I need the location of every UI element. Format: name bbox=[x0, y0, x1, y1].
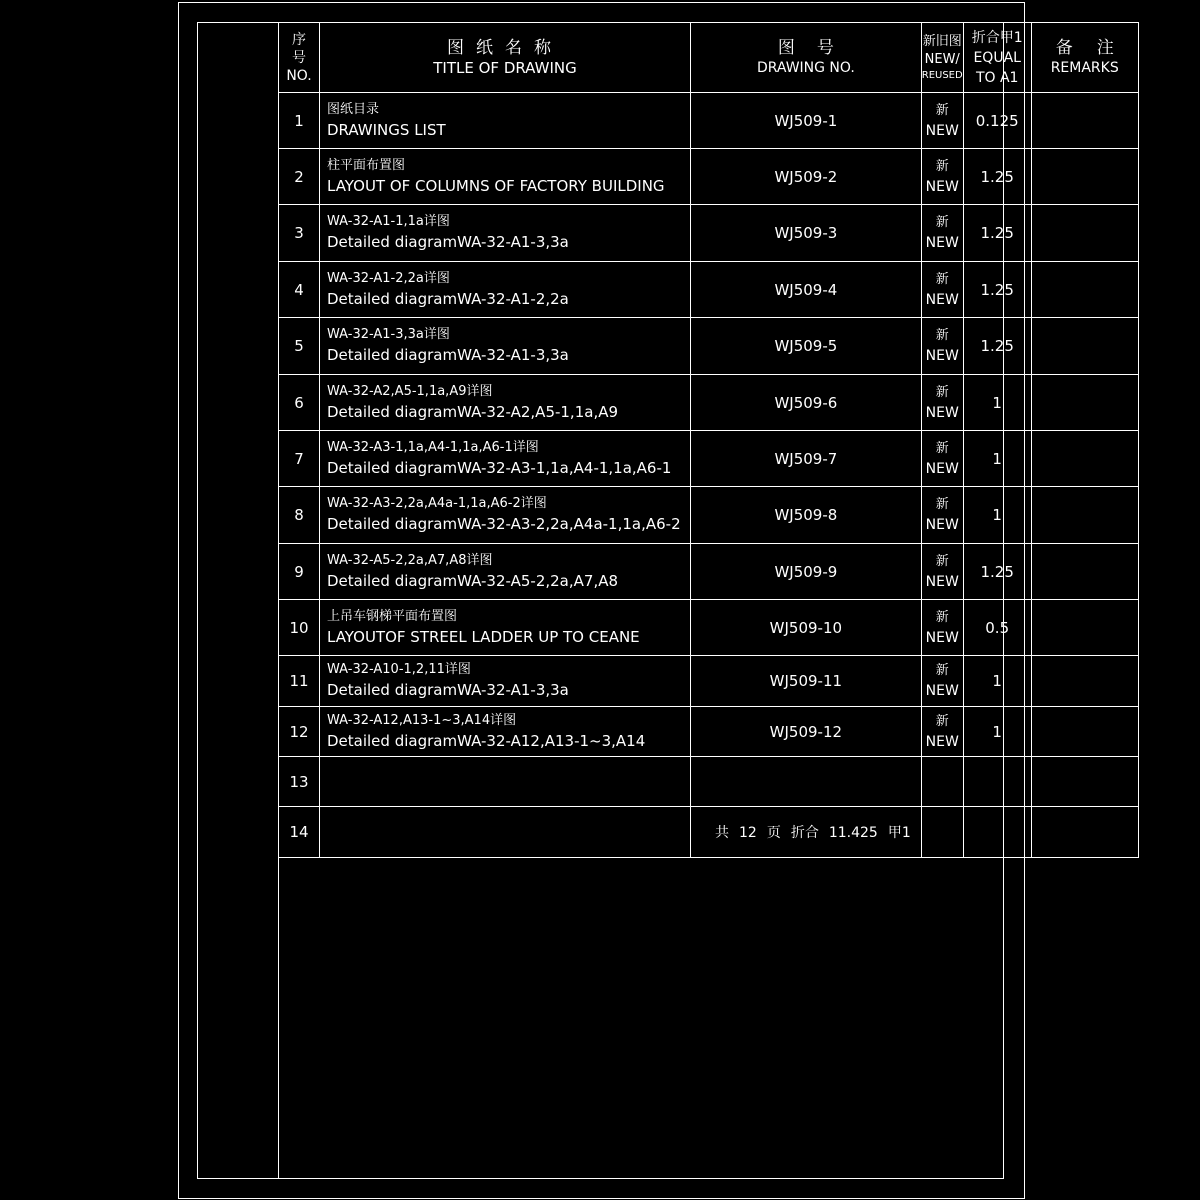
status-cell bbox=[921, 757, 963, 807]
drawing-title-cell bbox=[320, 600, 691, 656]
status-cn: 新 bbox=[935, 271, 949, 287]
summary-prefix: 共 bbox=[715, 825, 729, 841]
status-cell bbox=[921, 600, 963, 656]
header-title bbox=[320, 23, 691, 93]
equal-a1-value: 0.5 bbox=[963, 600, 1031, 656]
remarks-cell bbox=[1031, 431, 1138, 487]
equal-a1-value: 0.125 bbox=[963, 93, 1031, 149]
table-row bbox=[279, 375, 1139, 431]
drawing-title-en: Detailed diagramWA-32-A1-2,2a bbox=[327, 289, 569, 308]
row-number: 14 bbox=[279, 807, 320, 858]
drawing-title-en: Detailed diagramWA-32-A1-3,3a bbox=[327, 681, 569, 699]
status-en: NEW bbox=[925, 235, 959, 251]
drawing-title-cell bbox=[320, 807, 691, 858]
status-cell bbox=[921, 656, 963, 707]
drawing-title-cn: WA-32-A3-1,1a,A4-1,1a,A6-1详图 bbox=[327, 439, 539, 455]
status-en: NEW bbox=[925, 404, 959, 421]
drawing-number: WJ509-7 bbox=[691, 431, 922, 487]
remarks-cell bbox=[1031, 807, 1138, 858]
row-number: 10 bbox=[279, 600, 320, 656]
status-en: NEW bbox=[925, 178, 959, 195]
row-number: 13 bbox=[279, 757, 320, 807]
header-seq-cn-2: 号 bbox=[292, 49, 306, 66]
table-row bbox=[279, 487, 1139, 544]
table-row bbox=[279, 656, 1139, 707]
table-row bbox=[279, 544, 1139, 600]
status-cell bbox=[921, 93, 963, 149]
header-drawing-no bbox=[691, 23, 922, 93]
status-cn: 新 bbox=[935, 663, 949, 678]
drawing-title-cn: 柱平面布置图 bbox=[327, 157, 406, 173]
header-seq-en: NO. bbox=[286, 67, 312, 84]
row-number: 12 bbox=[279, 707, 320, 757]
header-new-en-2: REUSED bbox=[921, 69, 963, 81]
row-number: 6 bbox=[279, 375, 320, 431]
table-row bbox=[279, 431, 1139, 487]
status-cn: 新 bbox=[935, 713, 949, 729]
drawing-title-cell bbox=[320, 431, 691, 487]
drawing-title-en: LAYOUTOF STREEL LADDER UP TO CEANE bbox=[327, 627, 640, 646]
equal-a1-value: 1 bbox=[963, 487, 1031, 544]
remarks-cell bbox=[1031, 262, 1138, 318]
status-cell bbox=[921, 262, 963, 318]
table-row bbox=[279, 707, 1139, 757]
equal-a1-value: 1.25 bbox=[963, 149, 1031, 205]
header-row bbox=[279, 23, 1139, 93]
status-cell bbox=[921, 205, 963, 262]
row-number: 5 bbox=[279, 318, 320, 375]
header-new-en-1: NEW/ bbox=[924, 51, 960, 67]
summary-text bbox=[691, 807, 922, 858]
drawing-title-cn: 图纸目录 bbox=[327, 101, 380, 117]
table-row bbox=[279, 93, 1139, 149]
header-equal bbox=[963, 23, 1031, 93]
header-drawing-no-cn: 图号 bbox=[777, 37, 856, 58]
row-number: 2 bbox=[279, 149, 320, 205]
remarks-cell bbox=[1031, 600, 1138, 656]
header-equal-en-2: TO A1 bbox=[975, 69, 1019, 86]
remarks-cell bbox=[1031, 375, 1138, 431]
drawing-number: WJ509-3 bbox=[691, 205, 922, 262]
summary-row bbox=[279, 807, 1139, 858]
drawing-number: WJ509-12 bbox=[691, 707, 922, 757]
drawing-title-en: Detailed diagramWA-32-A2,A5-1,1a,A9 bbox=[327, 402, 619, 421]
remarks-cell bbox=[1031, 93, 1138, 149]
header-title-en: TITLE OF DRAWING bbox=[433, 58, 577, 77]
table-row bbox=[279, 318, 1139, 375]
drawing-title-cell bbox=[320, 487, 691, 544]
header-new-reused bbox=[921, 23, 963, 93]
drawing-number: WJ509-2 bbox=[691, 149, 922, 205]
drawing-number: WJ509-6 bbox=[691, 375, 922, 431]
drawing-title-cell bbox=[320, 544, 691, 600]
status-en: NEW bbox=[925, 683, 959, 699]
drawing-title-cell bbox=[320, 262, 691, 318]
row-number: 3 bbox=[279, 205, 320, 262]
drawing-title-cn: WA-32-A12,A13-1~3,A14详图 bbox=[327, 712, 517, 728]
drawing-title-en: Detailed diagramWA-32-A5-2,2a,A7,A8 bbox=[327, 571, 619, 590]
row-number: 9 bbox=[279, 544, 320, 600]
status-cn: 新 bbox=[935, 609, 949, 625]
equal-a1-value: 1.25 bbox=[963, 544, 1031, 600]
drawing-title-cell bbox=[320, 93, 691, 149]
status-en: NEW bbox=[925, 348, 959, 364]
row-number: 7 bbox=[279, 431, 320, 487]
drawing-title-en: Detailed diagramWA-32-A3-1,1a,A4-1,1a,A6-1 bbox=[327, 458, 672, 477]
equal-a1-value: 1 bbox=[963, 656, 1031, 707]
drawing-title-cn: WA-32-A10-1,2,11详图 bbox=[327, 662, 471, 677]
drawing-title-cell bbox=[320, 375, 691, 431]
status-cell bbox=[921, 707, 963, 757]
drawing-title-cn: WA-32-A1-1,1a详图 bbox=[327, 214, 450, 229]
header-new-cn: 新旧图 bbox=[922, 33, 962, 49]
remarks-cell bbox=[1031, 656, 1138, 707]
drawing-title-cn: WA-32-A3-2,2a,A4a-1,1a,A6-2详图 bbox=[327, 496, 547, 511]
drawing-title-cn: 上吊车钢梯平面布置图 bbox=[327, 608, 458, 624]
drawing-title-cell bbox=[320, 149, 691, 205]
status-cn: 新 bbox=[935, 384, 949, 400]
equal-a1-value bbox=[963, 807, 1031, 858]
drawing-title-cn: WA-32-A2,A5-1,1a,A9详图 bbox=[327, 383, 493, 399]
row-number: 4 bbox=[279, 262, 320, 318]
status-en: NEW bbox=[925, 460, 959, 477]
table-row bbox=[279, 149, 1139, 205]
equal-a1-value: 1 bbox=[963, 375, 1031, 431]
status-cn: 新 bbox=[935, 553, 949, 569]
header-remarks-cn: 备注 bbox=[1055, 37, 1138, 58]
status-cn: 新 bbox=[935, 215, 949, 230]
drawing-number: WJ509-9 bbox=[691, 544, 922, 600]
drawing-number: WJ509-10 bbox=[691, 600, 922, 656]
status-cn: 新 bbox=[935, 158, 949, 174]
equal-a1-value: 1 bbox=[963, 707, 1031, 757]
status-cell bbox=[921, 431, 963, 487]
status-en: NEW bbox=[925, 733, 959, 750]
table-row bbox=[279, 600, 1139, 656]
equal-a1-value: 1.25 bbox=[963, 318, 1031, 375]
header-equal-cn: 折合甲1 bbox=[971, 29, 1023, 46]
remarks-cell bbox=[1031, 707, 1138, 757]
equal-a1-value: 1 bbox=[963, 431, 1031, 487]
drawing-number: WJ509-1 bbox=[691, 93, 922, 149]
drawing-title-en: Detailed diagramWA-32-A1-3,3a bbox=[327, 233, 569, 251]
status-cell bbox=[921, 807, 963, 858]
equal-a1-value: 1.25 bbox=[963, 205, 1031, 262]
header-title-cn: 图纸名称 bbox=[447, 37, 563, 58]
drawing-title-en: Detailed diagramWA-32-A3-2,2a,A4a-1,1a,A6-2 bbox=[327, 515, 681, 533]
drawing-title-en: Detailed diagramWA-32-A12,A13-1~3,A14 bbox=[327, 731, 646, 750]
drawing-number: WJ509-5 bbox=[691, 318, 922, 375]
row-number: 11 bbox=[279, 656, 320, 707]
status-en: NEW bbox=[925, 517, 959, 533]
row-number: 1 bbox=[279, 93, 320, 149]
status-cell bbox=[921, 487, 963, 544]
summary-pages: 12 bbox=[739, 825, 757, 841]
header-seq-cn-1: 序 bbox=[292, 31, 306, 48]
drawing-title-cell bbox=[320, 757, 691, 807]
drawing-title-cn: WA-32-A5-2,2a,A7,A8详图 bbox=[327, 552, 493, 568]
table-row bbox=[279, 262, 1139, 318]
drawing-title-en: DRAWINGS LIST bbox=[327, 120, 446, 139]
summary-equal-label: 折合 bbox=[790, 825, 819, 841]
status-cn: 新 bbox=[935, 328, 949, 343]
header-drawing-no-en: DRAWING NO. bbox=[756, 59, 855, 76]
drawing-number: WJ509-11 bbox=[691, 656, 922, 707]
drawing-title-cell bbox=[320, 656, 691, 707]
drawing-title-cell bbox=[320, 205, 691, 262]
remarks-cell bbox=[1031, 487, 1138, 544]
remarks-cell bbox=[1031, 149, 1138, 205]
status-cn: 新 bbox=[935, 497, 949, 512]
status-cell bbox=[921, 375, 963, 431]
header-remarks-en: REMARKS bbox=[1050, 59, 1119, 76]
summary-equal-unit: 甲1 bbox=[887, 825, 911, 841]
status-en: NEW bbox=[925, 122, 959, 139]
drawing-number: WJ509-4 bbox=[691, 262, 922, 318]
drawing-title-cn: WA-32-A1-2,2a详图 bbox=[327, 270, 450, 286]
equal-a1-value: 1.25 bbox=[963, 262, 1031, 318]
status-en: NEW bbox=[925, 291, 959, 308]
status-cell bbox=[921, 544, 963, 600]
status-cell bbox=[921, 149, 963, 205]
equal-a1-value bbox=[963, 757, 1031, 807]
status-en: NEW bbox=[925, 573, 959, 590]
drawing-title-cn: WA-32-A1-3,3a详图 bbox=[327, 327, 450, 342]
drawing-number: WJ509-8 bbox=[691, 487, 922, 544]
header-equal-en-1: EQUAL bbox=[973, 49, 1021, 66]
remarks-cell bbox=[1031, 318, 1138, 375]
status-cell bbox=[921, 318, 963, 375]
summary-pages-unit: 页 bbox=[766, 825, 781, 841]
status-cn: 新 bbox=[935, 440, 949, 456]
status-cn: 新 bbox=[935, 102, 949, 118]
table-row-empty bbox=[279, 757, 1139, 807]
table-row bbox=[279, 205, 1139, 262]
remarks-cell bbox=[1031, 544, 1138, 600]
header-remarks bbox=[1031, 23, 1138, 93]
drawing-title-cell bbox=[320, 707, 691, 757]
remarks-cell bbox=[1031, 205, 1138, 262]
status-en: NEW bbox=[925, 629, 959, 646]
summary-equal-total: 11.425 bbox=[828, 825, 878, 841]
header-seq bbox=[279, 23, 320, 93]
drawing-title-en: LAYOUT OF COLUMNS OF FACTORY BUILDING bbox=[327, 176, 665, 195]
drawing-list-table bbox=[278, 22, 1139, 858]
drawing-title-cell bbox=[320, 318, 691, 375]
drawing-title-en: Detailed diagramWA-32-A1-3,3a bbox=[327, 346, 569, 364]
row-number: 8 bbox=[279, 487, 320, 544]
drawing-number bbox=[691, 757, 922, 807]
remarks-cell bbox=[1031, 757, 1138, 807]
